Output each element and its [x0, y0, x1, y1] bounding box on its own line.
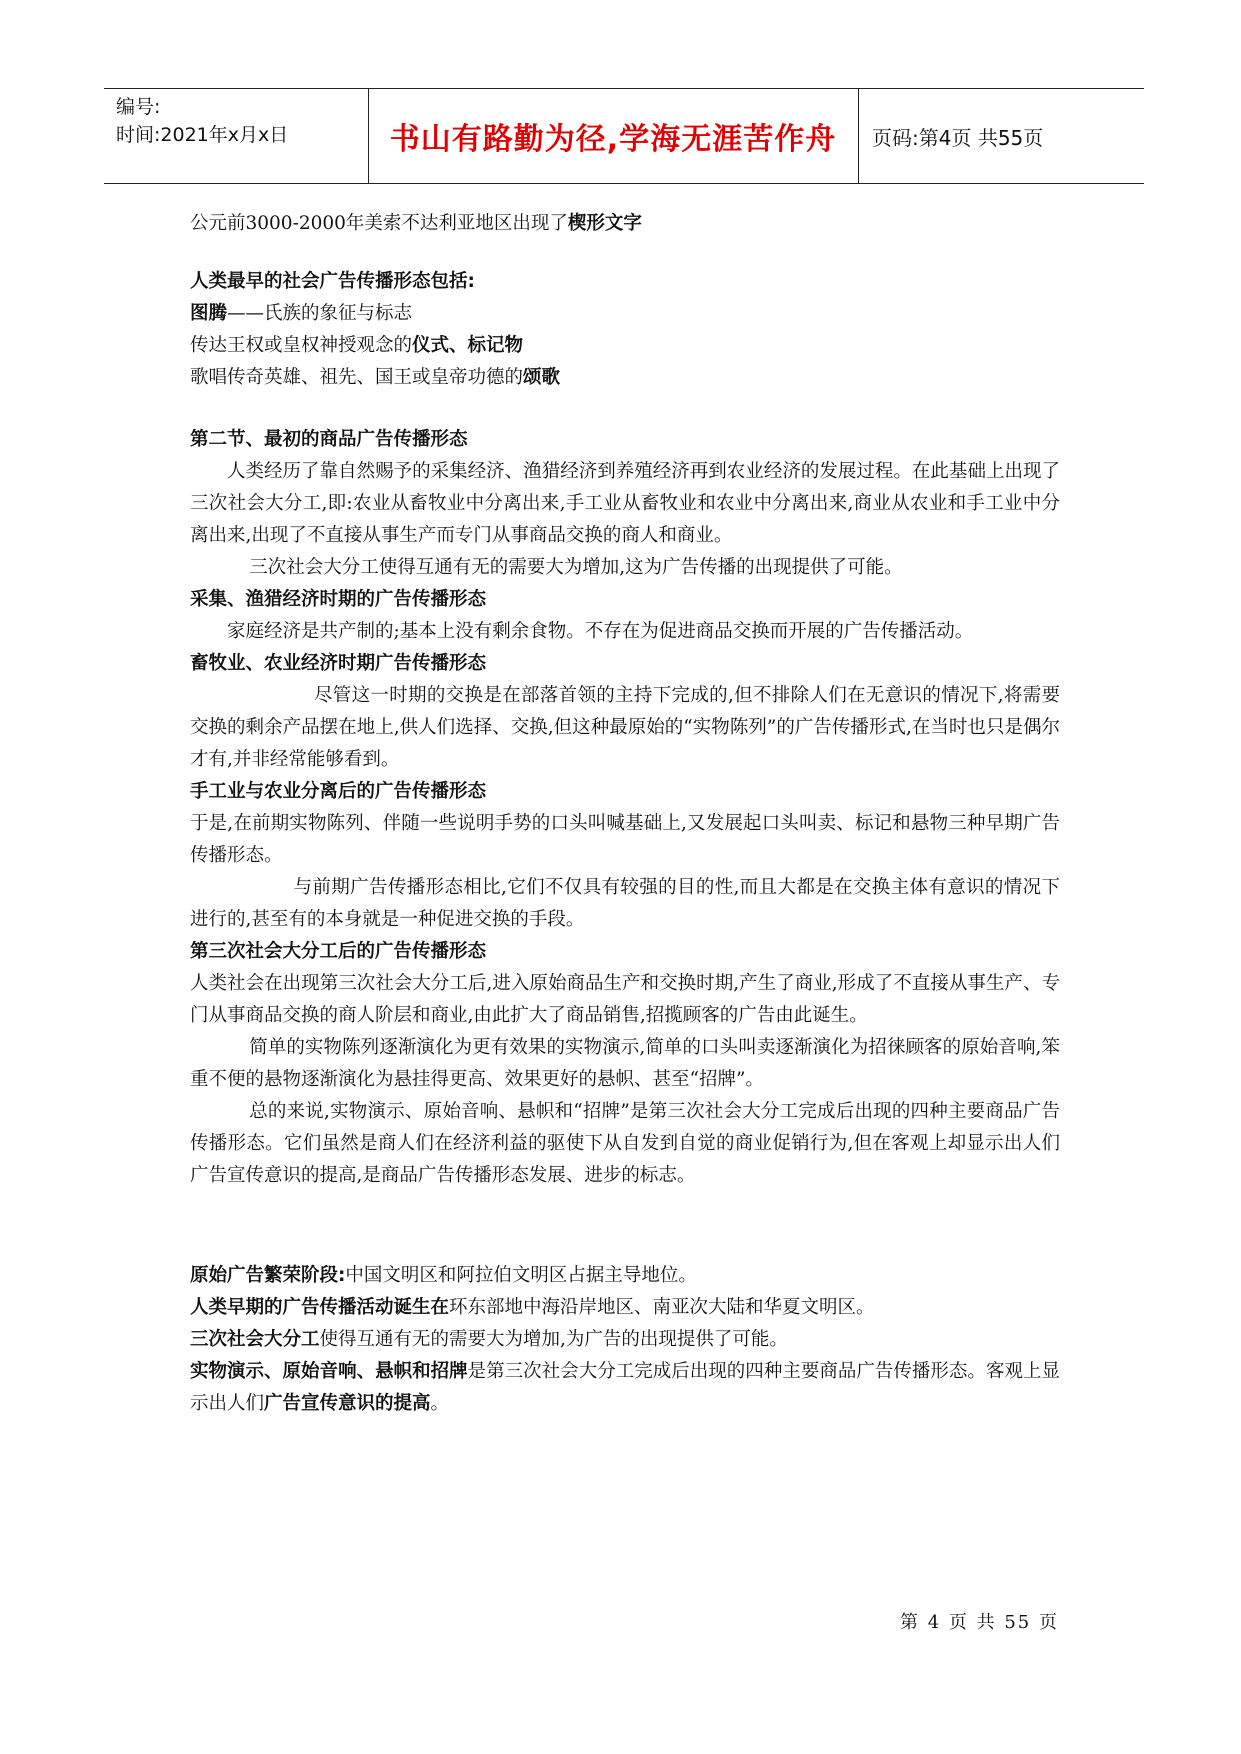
document-time-label: 时间:2021年x月x日	[116, 124, 289, 146]
early-forms-title: 人类最早的社会广告传播形态包括:	[190, 271, 475, 292]
intro-paragraph: 公元前3000-2000年美索不达利亚地区出现了楔形文字	[190, 213, 642, 234]
body-paragraph: 人类社会在出现第三次社会大分工后,进入原始商品生产和交换时期,产生了商业,形成了不直接从事生产、专门从事商品交换的商人阶层和商业,由此扩大了商品销售,招揽顾客的广告由此诞生。	[190, 973, 1060, 1026]
header-page-cell	[858, 89, 1144, 183]
document-number-label: 编号:	[116, 96, 161, 118]
header-meta-cell	[104, 89, 369, 183]
body-paragraph: 三次社会大分工使得互通有无的需要大为增加,这为广告传播的出现提供了可能。	[249, 557, 903, 578]
body-paragraph: 人类经历了靠自然赐予的采集经济、渔猎经济到养殖经济再到农业经济的发展过程。在此基础上出现了三次社会大分工,即:农业从畜牧业中分离出来,手工业从畜牧业和农业中分离出来,商业从农业和手工业中分离出来,出现了不直接从事生产而专门从事商品交换的商人和商业。	[190, 461, 1060, 546]
body-paragraph: 总的来说,实物演示、原始音响、悬帜和“招牌”是第三次社会大分工完成后出现的四种主要商品广告传播形态。它们虽然是商人们在经济利益的驱使下从自发到自觉的商业促销行为,但在客观上却显示出人们广告宣传意识的提高,是商品广告传播形态发展、进步的标志。	[190, 1101, 1060, 1186]
body-paragraph: 简单的实物陈列逐渐演化为更有效果的实物演示,简单的口头叫卖逐渐演化为招徕顾客的原始音响,笨重不便的悬物逐渐演化为悬挂得更高、效果更好的悬帜、甚至“招牌”。	[190, 1037, 1060, 1090]
section-heading: 第二节、最初的商品广告传播形态	[190, 429, 468, 450]
document-header	[104, 88, 1144, 184]
header-page-label: 页码:第4页 共55页	[872, 125, 1044, 150]
page-footer: 第 4 页 共 55 页	[900, 1612, 1059, 1633]
subsection-heading: 手工业与农业分离后的广告传播形态	[190, 781, 487, 802]
summary-item: 原始广告繁荣阶段:中国文明区和阿拉伯文明区占据主导地位。	[190, 1265, 697, 1286]
early-form-item: 图腾——氏族的象征与标志	[190, 303, 413, 324]
early-form-item: 传达王权或皇权神授观念的仪式、标记物	[190, 335, 524, 356]
summary-item: 人类早期的广告传播活动诞生在环东部地中海沿岸地区、南亚次大陆和华夏文明区。	[190, 1297, 875, 1318]
intro-emphasis: 楔形文字	[567, 213, 642, 234]
summary-item: 三次社会大分工使得互通有无的需要大为增加,为广告的出现提供了可能。	[190, 1329, 788, 1350]
summary-item: 实物演示、原始音响、悬帜和招牌是第三次社会大分工完成后出现的四种主要商品广告传播形态。客观上显示出人们广告宣传意识的提高。	[190, 1361, 1060, 1414]
body-paragraph: 于是,在前期实物陈列、伴随一些说明手势的口头叫喊基础上,又发展起口头叫卖、标记和悬物三种早期广告传播形态。	[190, 813, 1060, 866]
body-paragraph: 家庭经济是共产制的;基本上没有剩余食物。不存在为促进商品交换而开展的广告传播活动。	[227, 621, 974, 642]
document-body	[190, 208, 1060, 1420]
subsection-heading: 采集、渔猎经济时期的广告传播形态	[190, 589, 487, 610]
early-form-item: 歌唱传奇英雄、祖先、国王或皇帝功德的颂歌	[190, 367, 561, 388]
header-motto-cell	[368, 89, 859, 183]
subsection-heading: 第三次社会大分工后的广告传播形态	[190, 941, 487, 962]
subsection-heading: 畜牧业、农业经济时期广告传播形态	[190, 653, 487, 674]
header-motto: 书山有路勤为径,学海无涯苦作舟	[389, 122, 837, 157]
body-paragraph: 与前期广告传播形态相比,它们不仅具有较强的目的性,而且大都是在交换主体有意识的情况下进行的,甚至有的本身就是一种促进交换的手段。	[190, 877, 1060, 930]
body-paragraph: 尽管这一时期的交换是在部落首领的主持下完成的,但不排除人们在无意识的情况下,将需要交换的剩余产品摆在地上,供人们选择、交换,但这种最原始的“实物陈列”的广告传播形式,在当时也只是偶尔才有,并非经常能够看到。	[190, 685, 1060, 770]
